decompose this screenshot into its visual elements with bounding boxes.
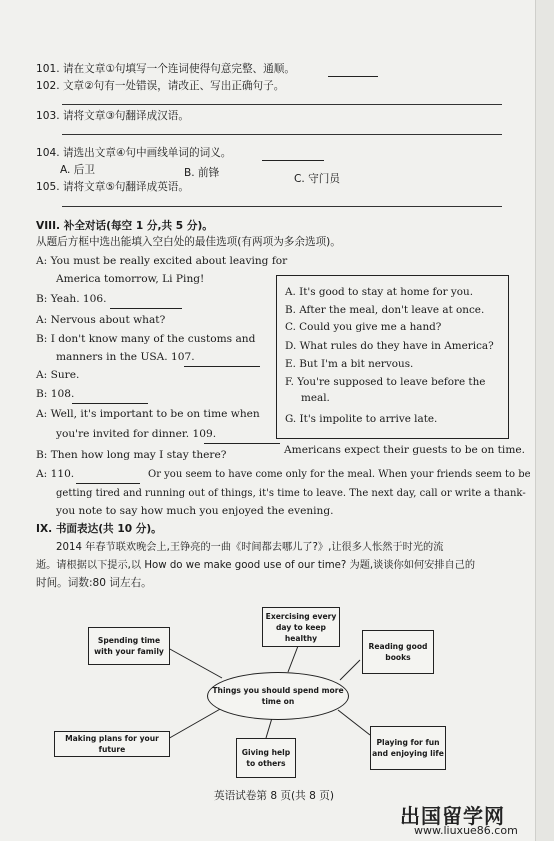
question-102: 102. 文章②句有一处错误，请改正、写出正确句子。	[36, 80, 285, 92]
mind-map-node-plans: Making plans for your future	[54, 731, 170, 757]
mind-map-node-family: Spending time with your family	[88, 627, 170, 665]
section-9-title: IX. 书面表达(共 10 分)。	[36, 523, 162, 535]
option-f: F. You're supposed to leave before the	[285, 376, 486, 388]
watermark-url[interactable]: www.liuxue86.com	[414, 824, 518, 837]
q104-option-b: B. 前锋	[184, 167, 220, 179]
q104-option-a: A. 后卫	[60, 164, 95, 176]
dialogue-line: you note to say how much you enjoyed the evening.	[56, 505, 334, 517]
dialogue-line: A: Well, it's important to be on time when	[36, 408, 260, 420]
section-8-instruction: 从题后方框中选出能填入空白处的最佳选项(有两项为多余选项)。	[36, 236, 341, 248]
option-d: D. What rules do they have in America?	[285, 340, 494, 352]
question-101: 101. 请在文章①句填写一个连词使得句意完整、通顺。	[36, 63, 295, 75]
dialogue-line: you're invited for dinner. 109.	[56, 428, 217, 440]
writing-prompt-line-2: 逝。请根据以下提示,以 How do we make good use of our time? 为题,谈谈你如何安排自己的	[36, 560, 476, 571]
option-b: B. After the meal, don't leave at once.	[285, 304, 485, 316]
q104-option-c: C. 守门员	[294, 173, 340, 185]
dialogue-line: A: 110.	[36, 468, 75, 480]
question-105: 105. 请将文章⑤句翻译成英语。	[36, 181, 189, 193]
dialogue-line: manners in the USA. 107.	[56, 351, 195, 363]
option-e: E. But I'm a bit nervous.	[285, 358, 414, 370]
option-a: A. It's good to stay at home for you.	[285, 286, 474, 298]
mind-map-node-help: Giving help to others	[236, 738, 296, 778]
option-c: C. Could you give me a hand?	[285, 321, 442, 333]
option-f-cont: meal.	[301, 392, 330, 404]
dialogue-line: B: Then how long may I stay there?	[36, 449, 227, 461]
dialogue-line: A: Nervous about what?	[36, 314, 166, 326]
mind-map-node-exercise: Exercising every day to keep healthy	[262, 607, 340, 647]
dialogue-line: A: Sure.	[36, 369, 80, 381]
option-g: G. It's impolite to arrive late.	[285, 413, 438, 425]
question-104: 104. 请选出文章④句中画线单词的词义。	[36, 147, 232, 159]
dialogue-line: America tomorrow, Li Ping!	[56, 273, 205, 285]
dialogue-line: getting tired and running out of things, it's time to leave. The next day, call or write a thank-	[56, 488, 526, 499]
dialogue-line: B: Yeah. 106.	[36, 293, 107, 305]
section-8-title: VIII. 补全对话(每空 1 分,共 5 分)。	[36, 220, 213, 232]
mind-map-node-fun: Playing for fun and enjoying life	[370, 726, 446, 770]
watermark-logo: 出国留学网	[400, 804, 505, 828]
dialogue-line: A: You must be really excited about leaving for	[36, 255, 288, 267]
dialogue-line: Americans expect their guests to be on time.	[284, 444, 526, 456]
writing-prompt-line-1: 2014 年春节联欢晚会上,王铮亮的一曲《时间都去哪儿了?》,让很多人怅然于时光的流	[56, 542, 444, 553]
dialogue-line: B: I don't know many of the customs and	[36, 333, 256, 345]
question-103: 103. 请将文章③句翻译成汉语。	[36, 110, 189, 122]
dialogue-line: B: 108.	[36, 388, 75, 400]
mind-map-node-reading: Reading good books	[362, 630, 434, 674]
mind-map-center: Things you should spend more time on	[207, 672, 349, 720]
writing-prompt-line-3: 时间。词数:80 词左右。	[36, 577, 152, 589]
dialogue-line: Or you seem to have come only for the meal. When your friends seem to be	[148, 469, 531, 480]
page-footer: 英语试卷第 8 页(共 8 页)	[214, 790, 334, 802]
